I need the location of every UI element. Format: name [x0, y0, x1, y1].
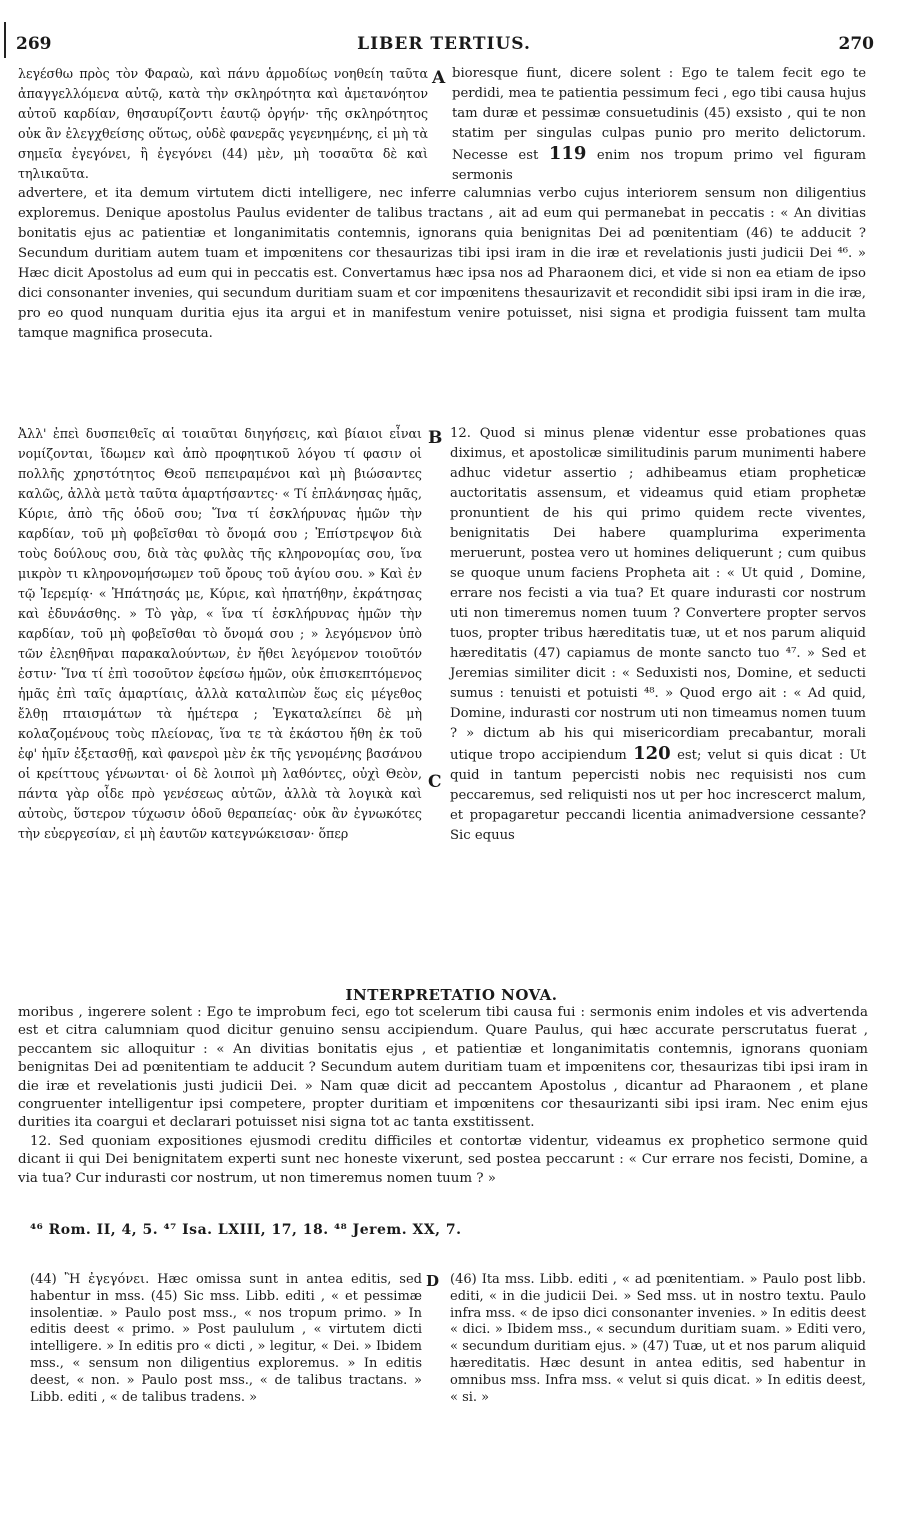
running-header: [14, 30, 874, 56]
greek-column-b: [18, 424, 422, 844]
latin-column-b: [450, 424, 866, 846]
page-number-left: 269: [16, 34, 52, 54]
margin-marker-a: A: [432, 68, 446, 88]
latin-text-b: [450, 424, 866, 846]
latin-text-a-tail: enim nos tropum primo vel figuram sermonis: [452, 148, 867, 183]
scripture-references: ⁴⁶ Rom. II, 4, 5. ⁴⁷ Isa. LXIII, 17, 18. ⁴⁸ Jerem. XX, 7.: [30, 1222, 462, 1238]
column-number-119: 119: [548, 143, 587, 164]
latin-text-a-full: advertere, et ita demum virtutem dicti intelligere, nec inferre calumnias verbo cujus interiorem sensum non diligentius exploremus. Denique apostolus Paulus evidenter de talibus tractans , ait ad eum qui permanebat in peccatis : « An divitias bonitatis ejus ac patientiæ et longanimitatis contemnis, ignorans quia benignitas Dei ad pœnitentiam (46) te adducit ? Secundum duritiam autem tuam et impœnitens cor thesaurizas tibi ipsi iram in die iræ et revelationis justi judicii Dei ⁴⁶. » Hæc dicit Apostolus ad eum qui in peccatis est. Convertamus hæc ipsa nos ad Pharaonem dici, et vide si non ea etiam de ipso dici consonanter invenies, qui secundum duritiam suam et cor impœnitens thesaurizavit et recondidit sibi ipsi iram in die iræ, pro eo quod nunquam duritia ejus ita argui et in manifestum venire potuisset, nisi signa et prodigia fuissent tam multa tamque magnifica prosecuta.: [18, 186, 866, 341]
latin-fullwidth-a: [18, 184, 866, 344]
column-number-120: 120: [633, 743, 671, 764]
greek-text-a: λεγέσθω πρὸς τὸν Φαραὼ, καὶ πάνυ ἁρμοδίως νοηθείη ταῦτα ἀπαγγελλόμενα αὐτῷ, κατὰ τὴν σκληρότητα καὶ ἀμετανόητον αὐτοῦ καρδίαν, θησαυρίζοντι ἑαυτῷ ὀργήν· τῆς σκληρότητος οὐκ ἂν ἐλεγχθείσης οὕτως, οὐδὲ φανερᾶς γεγενημένης, εἰ μὴ τὰ σημεῖα ἐγεγόνει, ἢ ἐγεγόνει (44) μὲν, μὴ τοσαῦτα δὲ καὶ τηλικαῦτα.: [18, 66, 428, 181]
interpretatio-title: INTERPRETATIO NOVA.: [345, 986, 558, 1004]
interpretatio-paragraph-1: moribus , ingerere solent : Ego te improbum feci, ego tot scelerum tibi causa fui : sermonis enim indoles et vis advertenda est et citra calumniam quod dicitur genuino sensu accipiendum. Quare Paulus, qui hæc accurate perscrutatus fuerat , peccantem sic alloquitur : « An divitias bonitatis ejus , et patientiæ et longanimitatis contemnis, ignorans quoniam benignitas Dei ad pœnitentiam te adducit ? Secundum autem duritiam tuam et impœnitens cor, thesaurizas tibi ipsi iram in die iræ et revelationis justi judicii Dei. » Nam quæ dicit ad peccantem Apostolus , dicantur ad Pharaonem , et plane congruenter intelligentur ipsi competere, propter duritiam et impœnitens cor thesaurizanti sibi ipsi iram. Nec enim ejus durities ita coargui et declarari potuisset nisi signa tot ac tanta exstitissent.: [18, 1005, 868, 1131]
greek-text-b: Ἀλλ' ἐπεὶ δυσπειθεῖς αἱ τοιαῦται διηγήσεις, καὶ βίαιοι εἶναι νομίζονται, ἴδωμεν καὶ ἀπὸ προφητικοῦ λόγου τί φασιν οἱ πολλῆς χρηστότητος Θεοῦ πεπειραμένοι καὶ μὴ βιώσαντες καλῶς, ἀλλὰ μετὰ ταῦτα ἁμαρτήσαντες· « Τί ἐπλάνησας ἡμᾶς, Κύριε, ἀπὸ τῆς ὁδοῦ σου; Ἵνα τί ἐσκλήρυνας ἡμῶν τὴν καρδίαν, τοῦ μὴ φοβεῖσθαι τὸ ὄνομά σου ; Ἐπίστρεψον διὰ τοὺς δούλους σου, διὰ τὰς φυλὰς τῆς κληρονομίας σου, ἵνα μικρὸν τι κληρονομήσωμεν τοῦ ὄρους τοῦ ἁγίου σου. » Καὶ ἐν τῷ Ἱερεμίᾳ· « Ἠπάτησάς με, Κύριε, καὶ ἠπατήθην, ἐκράτησας καὶ ἐδυνάσθης. » Τὸ γὰρ, « ἵνα τί ἐσκλήρυνας ἡμῶν τὴν καρδίαν, τοῦ μὴ φοβεῖσθαι τὸ ὄνομά σου ; » λεγόμενον ὑπὸ τῶν ἐλεηθῆναι παρακαλούντων, ἐν ἤθει λεγόμενον τοιοῦτόν ἐστιν· Ἵνα τί ἐπὶ τοσοῦτον ἐφείσω ἡμῶν, οὐκ ἐπισκεπτόμενος ἡμᾶς ἐπὶ ταῖς ἁμαρτίαις, ἀλλὰ καταλιπὼν ἕως εἰς μέγεθος ἔλθῃ πταισμάτων τὰ ἡμέτερα ; Ἐγκαταλείπει δὲ μὴ κολαζομένους τοὺς πλείονας, ἵνα τε τὰ ἑκάστου ἤθη ἐκ τοῦ ἐφ' ἡμῖν ἐξετασθῇ, καὶ φανεροὶ μὲν ἐκ τῆς γενομένης βασάνου οἱ κρείττους γένωνται· οἱ δὲ λοιποὶ μὴ λαθόντες, οὐχὶ Θεὸν, πάντα γὰρ οἶδε πρὸ γενέσεως αὐτῶν, ἀλλὰ τὰ λογικὰ καὶ αὐτοὺς, ὕστερον τύχωσιν ὁδοῦ θεραπείας· οὐκ ἂν ἐγνωκότες τὴν εὐεργεσίαν, εἰ μὴ ἑαυτῶν κατεγνώκεισαν· ὅπερ: [18, 426, 422, 841]
margin-marker-b: B: [428, 428, 443, 448]
margin-marker-d: D: [426, 1272, 440, 1290]
page-number-right: 270: [838, 34, 874, 54]
interpretatio-paragraph-2: 12. Sed quoniam expositiones ejusmodi creditu difficiles et contortæ videntur, videamus ex prophetico sermone quid dicant ii qui Dei benignitatem experti sunt nec honeste vixerunt, sed postea peccarunt : « Cur errare nos fecisti, Domine, a via tua? Cur indurasti cor nostrum, ut non timeremus nomen tuum ? »: [18, 1133, 868, 1186]
margin-rule: [4, 22, 6, 58]
footnotes-left: [30, 1272, 422, 1406]
running-title: LIBER TERTIUS.: [357, 34, 531, 54]
interpretatio-text: [18, 1004, 868, 1188]
latin-column-a: [452, 64, 866, 186]
margin-marker-c: C: [428, 772, 442, 792]
latin-text-a: [452, 64, 866, 186]
footnotes-right-text: (46) Ita mss. Libb. editi , « ad pœnitentiam. » Paulo post libb. editi, « in die judicii Dei. » Sed mss. ut in nostro textu. Paulo infra mss. « de ipso dici consonanter invenies. » In editis deest « dici. » Ibidem mss., « secundum duritiam suam. » Editi vero, « secundum duritiam ejus. » (47) Tuæ, ut et nos parum aliquid hæreditatis. Hæc desunt in antea editis, sed habentur in omnibus mss. Infra mss. « velut si quis dicat. » In editis deest, « si. »: [450, 1272, 866, 1405]
footnotes-left-text: (44) Ἢ ἐγεγόνει. Hæc omissa sunt in antea editis, sed habentur in mss. (45) Sic mss. Libb. editi , « et pessimæ insolentiæ. » Paulo post mss., « nos tropum primo. » In editis deest « primo. » Post paululum , « virtutem dicti intelligere. » In editis pro « dicti , » legitur, « Dei. » Ibidem mss., « sensum non diligentius exploremus. » In editis deest, « non. » Paulo post mss., « de talibus tractans. » Libb. editi , « de talibus tradens. »: [30, 1272, 422, 1405]
greek-column-a: [18, 64, 428, 184]
latin-text-b-head: 12. Quod si minus plenæ videntur esse probationes quas diximus, et apostolicæ similitudinis parum munimenti habere adhuc videtur assertio ; adhibeamus etiam propheticæ auctoritatis assensum, et videamus quid etiam prophetæ pronuntient de his qui primo quidem recte viventes, benignitatis Dei habere quamplurima experimenta meruerunt, postea vero ut homines deliquerunt ; cum quibus se quoque unum faciens Propheta ait : « Ut quid , Domine, errare nos fecisti a via tua? Et quare indurasti cor nostrum uti non timeremus nomen tuum ? Convertere propter servos tuos, propter tribus hæreditatis tuæ, ut et nos parum aliquid hæreditatis (47) capiamus de monte sancto tuo ⁴⁷. » Sed et Jeremias similiter dicit : « Seduxisti nos, Domine, et seducti sumus : tenuisti et potuisti ⁴⁸. » Quod ergo ait : « Ad quid, Domine, indurasti cor nostrum uti non timeamus nomen tuum ? » dictum ab his qui misericordiam precabantur, morali utique tropo accipiendum: [450, 426, 866, 763]
latin-text-a-head: bioresque fiunt, dicere solent : Ego te talem fecit ego te perdidi, mea te patientia pessimum feci , ego tibi causa hujus tam duræ et pessimæ consuetudinis (45) exsisto , qui te non statim per singulas culpas punio pro merito delictorum. Necesse est: [452, 66, 866, 163]
footnotes-right: [450, 1272, 866, 1406]
latin-text-b-tail: est; velut si quis dicat : Ut quid in tantum pepercisti nobis nec requisisti nos cum peccaremus, sed reliquisti nos ut per hoc increscerct malum, et propagaretur peccandi licentia animadversione cessante? Sic equus: [450, 748, 866, 843]
